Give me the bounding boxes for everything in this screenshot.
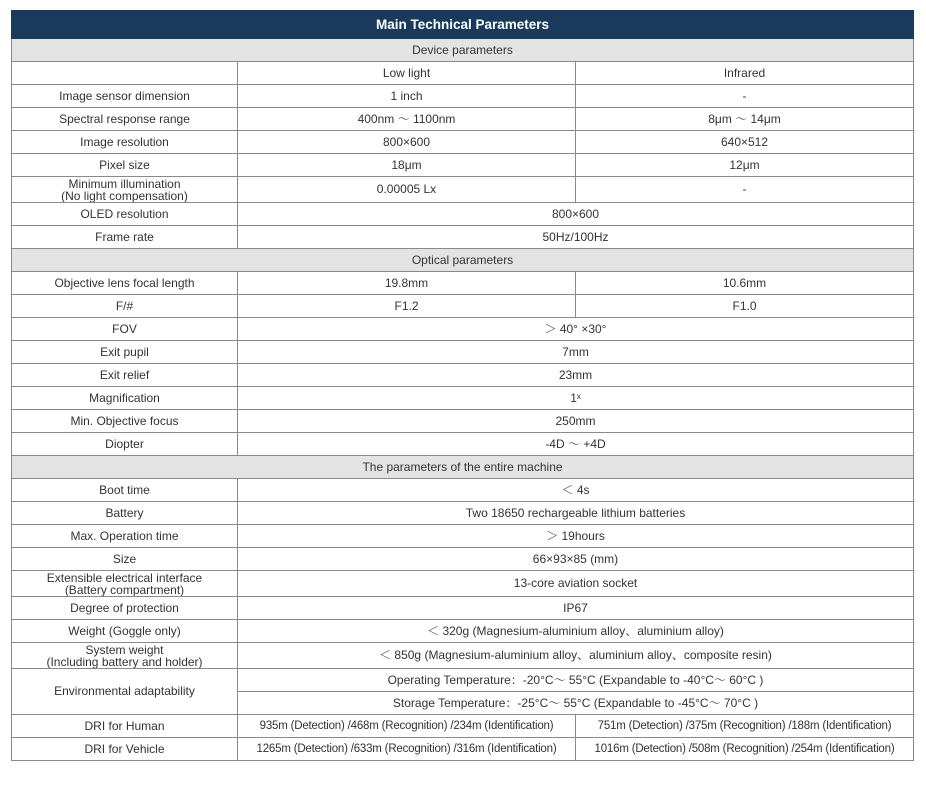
- table-row: [12, 525, 914, 548]
- table-row: [12, 387, 914, 410]
- row-label: Frame rate: [12, 226, 238, 249]
- table-row: [12, 108, 914, 131]
- low-light-value: 19.8mm: [238, 272, 576, 295]
- table-row: [12, 715, 914, 738]
- row-label-line2: (Battery compartment): [64, 582, 185, 597]
- merged-value: 800×600: [238, 203, 914, 226]
- table-row: [12, 85, 914, 108]
- table-row: [12, 272, 914, 295]
- row-label: Max. Operation time: [12, 525, 238, 548]
- row-label: Image sensor dimension: [12, 85, 238, 108]
- row-label: DRI for Vehicle: [12, 738, 238, 761]
- infrared-value: 751m (Detection) /375m (Recognition) /188m (Identification): [576, 715, 914, 738]
- row-label: Pixel size: [12, 154, 238, 177]
- merged-value: 66×93×85 (mm): [238, 548, 914, 571]
- table-row: [12, 154, 914, 177]
- low-light-value: F1.2: [238, 295, 576, 318]
- table-row: [12, 203, 914, 226]
- merged-value: 13-core aviation socket: [238, 571, 914, 597]
- row-label: Objective lens focal length: [12, 272, 238, 295]
- row-label: Battery: [12, 502, 238, 525]
- row-label: [12, 643, 238, 669]
- row-label: Spectral response range: [12, 108, 238, 131]
- infrared-value: 8μm ～ 14μm: [576, 108, 914, 131]
- table-row: [12, 295, 914, 318]
- merged-value: -4D ～ +4D: [238, 433, 914, 456]
- table-row: [12, 738, 914, 761]
- row-label: Exit pupil: [12, 341, 238, 364]
- low-light-value: 1265m (Detection) /633m (Recognition) /316m (Identification): [238, 738, 576, 761]
- low-light-value: 400nm ～ 1100nm: [238, 108, 576, 131]
- section-row: [12, 249, 914, 272]
- merged-value: Two 18650 rechargeable lithium batteries: [238, 502, 914, 525]
- operating-temperature: Operating Temperature：-20°C～ 55°C (Expandable to -40°C～ 60°C ): [238, 669, 914, 692]
- table-row: [12, 226, 914, 249]
- empty-header-cell: [12, 62, 238, 85]
- row-label: Magnification: [12, 387, 238, 410]
- table-row: [12, 131, 914, 154]
- spec-sheet: [11, 10, 913, 761]
- table-title: Main Technical Parameters: [12, 11, 914, 39]
- column-header-low-light: Low light: [238, 62, 576, 85]
- low-light-value: 1 inch: [238, 85, 576, 108]
- row-label: Size: [12, 548, 238, 571]
- column-header-row: [12, 62, 914, 85]
- section-row: [12, 39, 914, 62]
- table-row: [12, 502, 914, 525]
- row-label: Diopter: [12, 433, 238, 456]
- row-label: Image resolution: [12, 131, 238, 154]
- title-row: [12, 11, 914, 39]
- section-row: [12, 456, 914, 479]
- merged-value: ＞ 19hours: [238, 525, 914, 548]
- infrared-value: 640×512: [576, 131, 914, 154]
- row-label-line1: Extensible electrical interface: [46, 570, 203, 585]
- merged-value: 250mm: [238, 410, 914, 433]
- table-row: [12, 620, 914, 643]
- infrared-value: -: [576, 177, 914, 203]
- row-label-line2: (Including battery and holder): [46, 654, 203, 669]
- merged-value: IP67: [238, 597, 914, 620]
- row-label: DRI for Human: [12, 715, 238, 738]
- merged-value: 1ˣ: [238, 387, 914, 410]
- infrared-value: 12μm: [576, 154, 914, 177]
- low-light-value: 800×600: [238, 131, 576, 154]
- row-label: Degree of protection: [12, 597, 238, 620]
- row-label: Exit relief: [12, 364, 238, 387]
- row-label: Boot time: [12, 479, 238, 502]
- table-row: [12, 597, 914, 620]
- merged-value: ＜ 320g (Magnesium-aluminium alloy、aluminium alloy): [238, 620, 914, 643]
- row-label: FOV: [12, 318, 238, 341]
- merged-value: ＞ 40° ×30°: [238, 318, 914, 341]
- table-row: [12, 433, 914, 456]
- table-row: [12, 571, 914, 597]
- section-machine: The parameters of the entire machine: [12, 456, 914, 479]
- row-label-line1: System weight: [85, 642, 164, 657]
- row-label: Weight (Goggle only): [12, 620, 238, 643]
- row-label-line1: Minimum illumination: [68, 176, 181, 191]
- low-light-value: 18μm: [238, 154, 576, 177]
- row-label-line2: (No light compensation): [61, 188, 188, 203]
- low-light-value: 0.00005 Lx: [238, 177, 576, 203]
- infrared-value: 1016m (Detection) /508m (Recognition) /254m (Identification): [576, 738, 914, 761]
- row-label: [12, 177, 238, 203]
- table-row: [12, 364, 914, 387]
- row-label: [12, 571, 238, 597]
- table-row: [12, 410, 914, 433]
- section-device: Device parameters: [12, 39, 914, 62]
- table-row: [12, 669, 914, 692]
- table-row: [12, 479, 914, 502]
- merged-value: 50Hz/100Hz: [238, 226, 914, 249]
- table-row: [12, 643, 914, 669]
- merged-value: 23mm: [238, 364, 914, 387]
- row-label: F/#: [12, 295, 238, 318]
- infrared-value: F1.0: [576, 295, 914, 318]
- table-row: [12, 341, 914, 364]
- section-optical: Optical parameters: [12, 249, 914, 272]
- table-row: [12, 548, 914, 571]
- table-row: [12, 177, 914, 203]
- infrared-value: 10.6mm: [576, 272, 914, 295]
- merged-value: ＜ 850g (Magnesium-aluminium alloy、aluminium alloy、composite resin): [238, 643, 914, 669]
- row-label: OLED resolution: [12, 203, 238, 226]
- storage-temperature: Storage Temperature：-25°C～ 55°C (Expandable to -45°C～ 70°C ): [238, 692, 914, 715]
- merged-value: 7mm: [238, 341, 914, 364]
- low-light-value: 935m (Detection) /468m (Recognition) /234m (Identification): [238, 715, 576, 738]
- column-header-infrared: Infrared: [576, 62, 914, 85]
- table-row: [12, 318, 914, 341]
- row-label: Min. Objective focus: [12, 410, 238, 433]
- spec-table: [11, 10, 914, 761]
- merged-value: ＜ 4s: [238, 479, 914, 502]
- infrared-value: -: [576, 85, 914, 108]
- row-label: Environmental adaptability: [12, 669, 238, 715]
